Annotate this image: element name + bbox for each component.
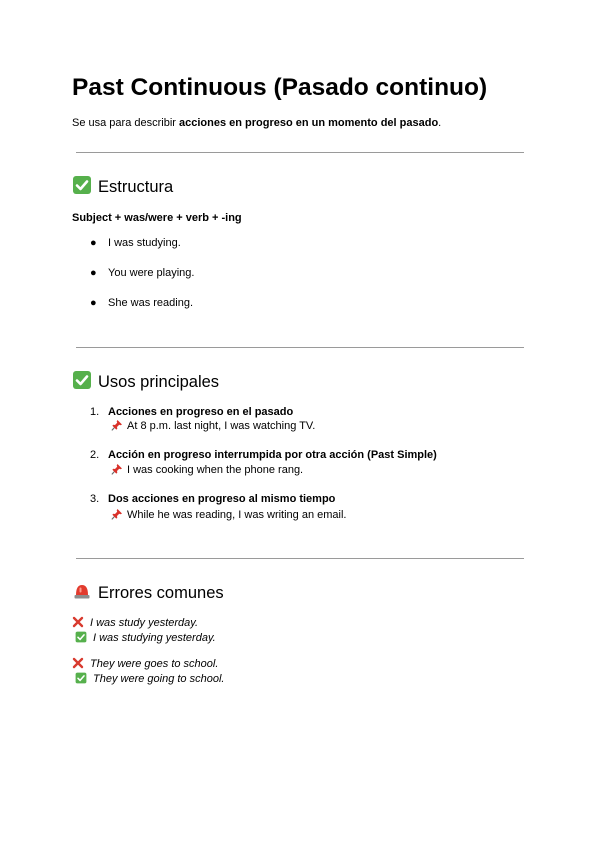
divider — [76, 558, 524, 559]
wrong-text: They were goes to school. — [90, 658, 219, 670]
section-heading-errores — [72, 581, 224, 604]
intro-suffix: . — [438, 117, 442, 129]
item-example — [111, 508, 346, 522]
numbered-item — [90, 405, 293, 419]
check-mark-button-icon — [75, 631, 87, 643]
right-text: I was studying yesterday. — [93, 632, 216, 644]
right-example — [75, 672, 224, 686]
wrong-example — [72, 616, 198, 630]
wrong-text: I was study yesterday. — [90, 617, 199, 629]
right-text: They were going to school. — [93, 673, 225, 685]
check-mark-button-icon — [72, 175, 92, 195]
item-heading: Acción en progreso interrumpida por otra acción (Past Simple) — [108, 449, 437, 461]
section-title: Errores comunes — [98, 584, 224, 602]
item-heading: Acciones en progreso en el pasado — [108, 406, 294, 418]
item-number: 2. — [90, 449, 100, 461]
police-light-icon — [72, 581, 92, 601]
section-heading-estructura — [72, 175, 173, 198]
section-title: Estructura — [98, 178, 174, 196]
item-heading: Dos acciones en progreso al mismo tiempo — [108, 493, 336, 505]
bullet-text: You were playing. — [108, 267, 195, 279]
list-item — [90, 296, 193, 310]
intro-bold: acciones en progreso en un momento del pasado — [179, 117, 439, 129]
list-item — [90, 236, 181, 250]
pushpin-icon — [111, 463, 123, 475]
bullet-text: I was studying. — [108, 237, 181, 249]
cross-mark-icon — [72, 616, 84, 628]
example-text: At 8 p.m. last night, I was watching TV. — [127, 420, 316, 432]
check-mark-button-icon — [72, 370, 92, 390]
bullet-dot: ● — [90, 297, 97, 309]
bullet-dot: ● — [90, 237, 97, 249]
section-heading-usos — [72, 370, 219, 393]
item-number: 1. — [90, 406, 100, 418]
numbered-item — [90, 492, 335, 506]
example-text: While he was reading, I was writing an email. — [127, 509, 347, 521]
item-example — [111, 463, 303, 477]
numbered-item — [90, 448, 437, 462]
example-text: I was cooking when the phone rang. — [127, 464, 304, 476]
intro-prefix: Se usa para describir — [72, 117, 179, 129]
wrong-example — [72, 657, 218, 671]
intro-paragraph — [72, 116, 441, 130]
divider — [76, 152, 524, 153]
bullet-text: She was reading. — [108, 297, 193, 309]
list-item — [90, 266, 194, 280]
pushpin-icon — [111, 419, 123, 431]
cross-mark-icon — [72, 657, 84, 669]
bullet-dot: ● — [90, 267, 97, 279]
check-mark-button-icon — [75, 672, 87, 684]
pushpin-icon — [111, 508, 123, 520]
item-example — [111, 419, 315, 433]
right-example — [75, 631, 216, 645]
page-title: Past Continuous (Pasado continuo) — [72, 74, 488, 101]
item-number: 3. — [90, 493, 100, 505]
divider — [76, 347, 524, 348]
structure-formula: Subject + was/were + verb + -ing — [72, 212, 242, 224]
section-title: Usos principales — [98, 373, 220, 391]
